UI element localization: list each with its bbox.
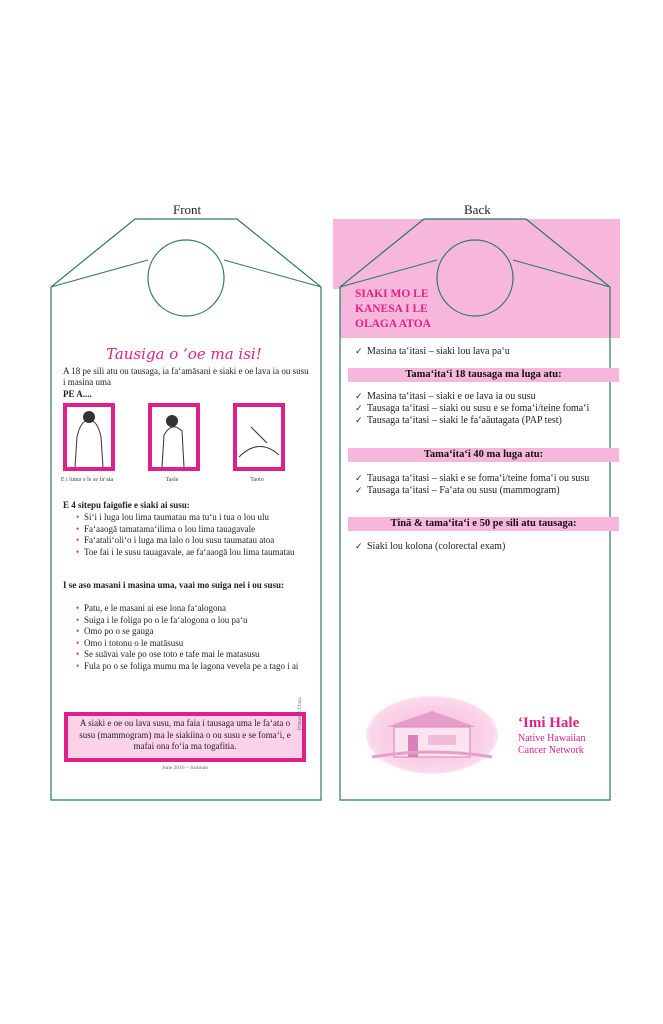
list-item: ✓ Tausaga ta‘itasi – Fa‘ata ou susu (mammogram) [355, 485, 610, 497]
steps-heading: E 4 sitepu faigofie e siaki ai susu: [63, 500, 190, 510]
illustration-shower [148, 403, 200, 471]
signs-heading: I se aso masani i masina uma, vaai mo suiga nei i ou susu: [63, 580, 285, 590]
section-heading-50: Tinā & tama‘ita‘i e 50 pe sili atu tausaga: [348, 517, 619, 531]
list-item: ✓ Tausaga ta‘itasi – siaki ou susu e se foma‘i/teine foma‘i [355, 403, 610, 415]
back-label: Back [464, 202, 491, 217]
list-item: ✓ Siaki lou kolona (colorectal exam) [355, 541, 610, 553]
list-item: ✓ Tausaga ta‘itasi – siaki e se foma‘i/teine foma‘i ou susu [355, 473, 610, 485]
caption-shower: Taele [165, 477, 179, 483]
section-heading-40: Tama‘ita‘i 40 ma luga atu: [348, 448, 619, 462]
list-item: • Patu, e le masani ai ese lona fa‘alogona [76, 603, 306, 615]
list-item: • Suiga i le foliga po o le fa‘alogona o lou pa‘u [76, 615, 306, 627]
section-heading-18: Tama‘ita‘i 18 tausaga ma luga atu: [348, 368, 619, 382]
checklist-18 [355, 391, 610, 427]
list-item: • Fa‘atali‘oli‘o i luga ma lalo o lou susu taumatau atoa [76, 535, 306, 547]
illustration-lying [233, 403, 285, 471]
top-checklist [355, 346, 610, 358]
list-item: • Fa‘aaogā tamatama‘ilima o lou lima tauagavale [76, 524, 306, 536]
printed-note: Printed in China [298, 697, 303, 730]
list-item: ✓ Masina ta‘itasi – siaki lou lava pa‘u [355, 346, 610, 358]
list-item: • Toe fai i le susu tauagavale, ae fa‘aaogā lou lima taumatau [76, 547, 306, 559]
list-item: • Fula po o se foliga mumu ma le lagona vevela pe a tago i ai [76, 661, 306, 673]
list-item: ✓ Tausaga ta‘itasi – siaki le fa‘aāutagata (PAP test) [355, 415, 610, 427]
brand-subtitle-1: Native Hawaiian [518, 733, 586, 744]
mammogram-box: A siaki e oe ou lava susu, ma faia i tausaga uma le fa‘ata o susu (mammogram) ma le siakiina o ou susu e se foma‘i, e mafai ona fo‘ia ma togafitia. [64, 712, 306, 762]
list-item: ✓ Masina ta‘itasi – siaki e oe lava ia ou susu [355, 391, 610, 403]
list-item: • Se suāvai vale po ose toto e tafe mai le matasusu [76, 649, 306, 661]
front-footer: June 2016 – Samoan [162, 765, 208, 771]
house-logo-icon [364, 695, 500, 775]
list-item: • Omo po o se gauga [76, 626, 306, 638]
list-item: • Omo i totonu o le matāsusu [76, 638, 306, 650]
brand-name: ‘Imi Hale [518, 715, 580, 731]
front-intro: A 18 pe sili atu ou tausaga, ia fa‘amāsani e siaki e oe lava ia ou susu i masina uma [63, 366, 309, 387]
checklist-40 [355, 473, 610, 497]
front-title: Tausiga o ‘oe ma isi! [106, 345, 262, 363]
signs-list [76, 603, 306, 672]
list-item: • Si‘i i luga lou lima taumatau ma tu‘u i tua o lou ulu [76, 512, 306, 524]
caption-mirror: E i luma o le se fa‘ata [60, 477, 114, 483]
front-label: Front [173, 202, 202, 217]
illustration-mirror [63, 403, 115, 471]
steps-list [76, 512, 306, 558]
checklist-50 [355, 541, 610, 553]
caption-lying: Taoto [250, 477, 264, 483]
pe-a-label: PE A.... [63, 389, 92, 399]
brand-subtitle-2: Cancer Network [518, 745, 584, 756]
back-header: SIAKI MO LE KANESA I LE OLAGA ATOA [355, 288, 431, 330]
